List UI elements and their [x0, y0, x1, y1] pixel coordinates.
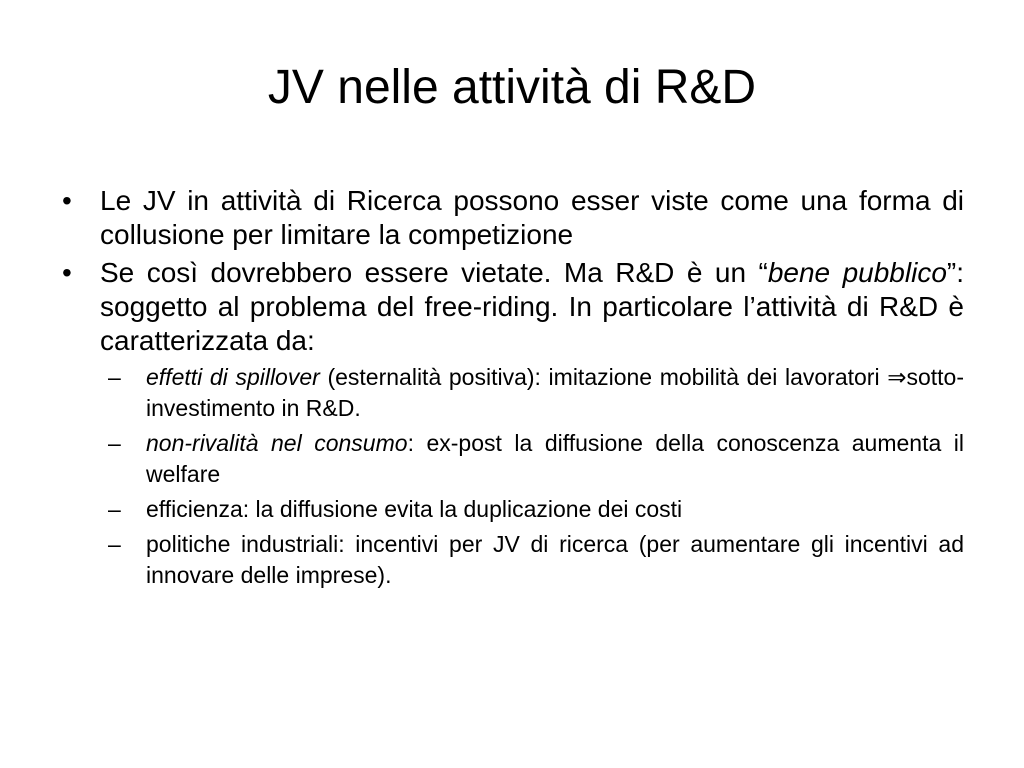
sub-item-italic: effetti di spillover [146, 364, 320, 390]
bullet-marker: • [62, 257, 72, 288]
sub-item [108, 428, 964, 490]
bullet-item [62, 256, 964, 358]
sub-item-text: efficienza: la diffusione evita la duplicazione dei costi [146, 496, 683, 522]
dash-marker: – [108, 531, 121, 557]
sub-item [108, 494, 964, 525]
sub-item [108, 529, 964, 591]
dash-marker: – [108, 496, 121, 522]
bullet-marker: • [62, 185, 72, 216]
dash-marker: – [108, 364, 121, 390]
dash-marker: – [108, 430, 121, 456]
sub-item-text: (esternalità positiva): imitazione mobilità dei lavoratori ⇒sotto-investimento in R&D. [146, 364, 964, 421]
slide-title: JV nelle attività di R&D [267, 61, 757, 114]
bullet-text-italic: bene pubblico [767, 257, 947, 288]
slide-body [62, 184, 964, 595]
bullet-text-after: ”: soggetto al problema del free-riding. In particolare l’attività di R&D è caratterizzata da: [100, 257, 964, 356]
bullet-text: Le JV in attività di Ricerca possono esser viste come una forma di collusione per limitare la competizione [100, 185, 964, 250]
sub-item-text: : ex-post la diffusione della conoscenza aumenta il welfare [146, 430, 965, 487]
sub-item-text: politiche industriali: incentivi per JV di ricerca (per aumentare gli incentivi ad innovare delle imprese). [146, 531, 964, 588]
bullet-text-before: Se così dovrebbero essere vietate. Ma R&D è un “ [100, 257, 768, 288]
sub-item [108, 362, 964, 424]
sub-list [62, 362, 964, 591]
bullet-item [62, 184, 964, 252]
sub-item-italic: non-rivalità nel consumo [146, 430, 408, 456]
